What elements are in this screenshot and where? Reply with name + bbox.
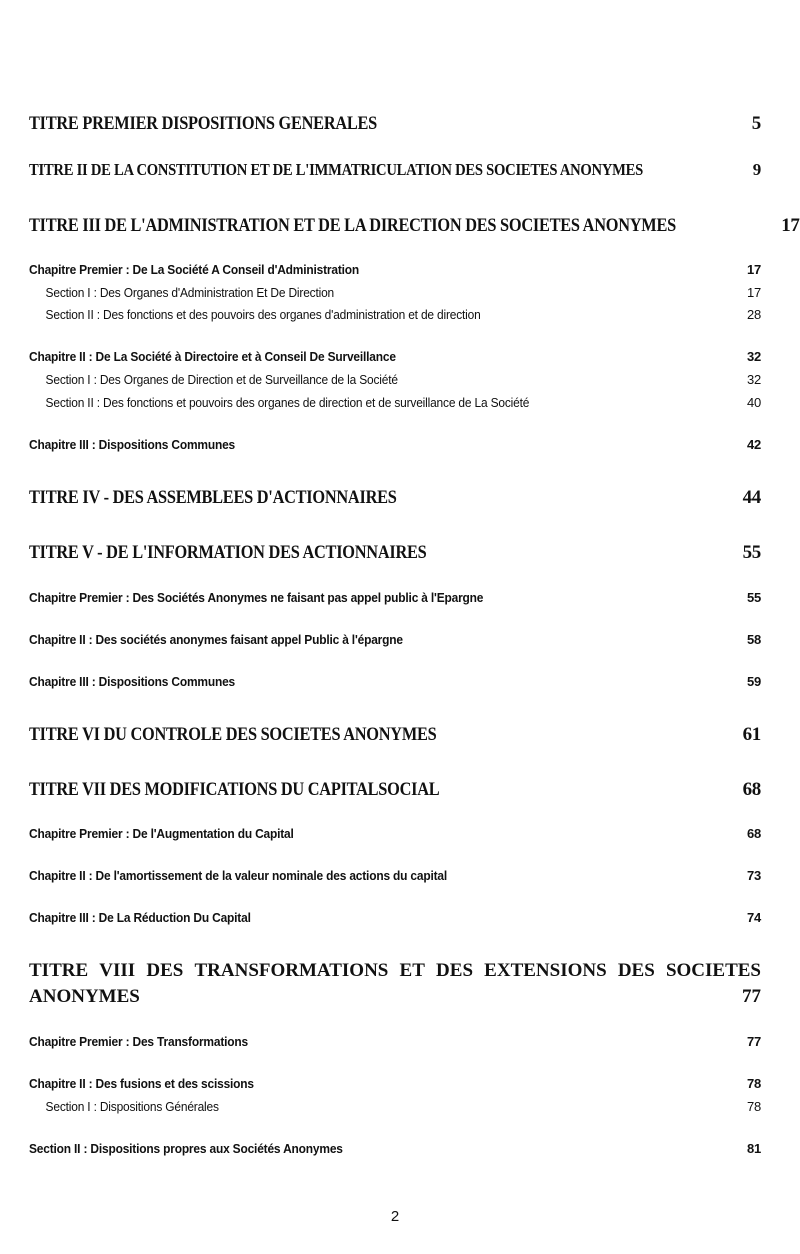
titre-label: TITRE VI DU CONTROLE DES SOCIETES ANONYMES xyxy=(29,724,437,745)
page-ref: 17 xyxy=(781,215,800,236)
page-ref: 40 xyxy=(746,395,761,410)
page-ref: 9 xyxy=(752,160,761,179)
toc-chapter-entry[interactable] xyxy=(29,262,761,277)
page-ref: 68 xyxy=(742,779,761,800)
section-label: Section II : Des fonctions et des pouvoirs des organes d'administration et de direction xyxy=(45,307,481,322)
titre-label: TITRE III DE L'ADMINISTRATION ET DE LA DIRECTION DES SOCIETES ANONYMES xyxy=(29,215,676,236)
page-ref: 78 xyxy=(746,1076,761,1091)
chapter-label: Section II : Dispositions propres aux Sociétés Anonymes xyxy=(29,1141,343,1156)
page-ref: 59 xyxy=(746,674,761,689)
toc-titre-entry[interactable] xyxy=(29,160,761,180)
section-label: Section II : Des fonctions et pouvoirs des organes de direction et de surveillance de La Société xyxy=(45,395,530,410)
titre-word: ANONYMES xyxy=(29,986,140,1007)
toc-chapter-entry[interactable] xyxy=(29,1141,761,1156)
toc-chapter-entry[interactable] xyxy=(29,1076,761,1091)
toc-section-entry[interactable] xyxy=(29,307,761,322)
toc-chapter-entry[interactable] xyxy=(29,868,761,883)
titre-word: ET xyxy=(399,960,425,981)
chapter-label: Chapitre II : De l'amortissement de la valeur nominale des actions du capital xyxy=(29,868,448,883)
page-ref: 61 xyxy=(742,724,761,745)
titre-word: DES xyxy=(617,960,655,981)
section-label: Section I : Des Organes de Direction et de Surveillance de la Société xyxy=(45,372,398,387)
titre-label-line1 xyxy=(29,960,761,982)
toc-chapter-entry[interactable] xyxy=(29,590,761,605)
toc-section-entry[interactable] xyxy=(29,372,761,387)
page-ref: 58 xyxy=(746,632,761,647)
toc-section-entry[interactable] xyxy=(29,395,761,410)
chapter-label: Chapitre Premier : Des Transformations xyxy=(29,1034,248,1049)
titre-label: TITRE VII DES MODIFICATIONS DU CAPITALSOCIAL xyxy=(29,779,440,800)
page-ref: 77 xyxy=(746,1034,761,1049)
titre-word: DES xyxy=(146,960,184,981)
chapter-label: Chapitre Premier : Des Sociétés Anonymes ne faisant pas appel public à l'Epargne xyxy=(29,590,484,605)
chapter-label: Chapitre III : Dispositions Communes xyxy=(29,437,236,452)
toc-titre-entry[interactable] xyxy=(29,542,761,564)
page-ref: 44 xyxy=(742,487,761,508)
toc-titre-entry[interactable] xyxy=(29,779,761,801)
toc-titre-entry[interactable] xyxy=(29,487,761,509)
titre-word: VIII xyxy=(99,960,136,981)
titre-label: TITRE PREMIER DISPOSITIONS GENERALES xyxy=(29,113,378,134)
page-ref: 81 xyxy=(746,1141,761,1156)
chapter-label: Chapitre III : De La Réduction Du Capital xyxy=(29,910,251,925)
toc-titre-entry[interactable] xyxy=(29,960,761,1008)
titre-label: TITRE II DE LA CONSTITUTION ET DE L'IMMATRICULATION DES SOCIETES ANONYMES xyxy=(29,160,644,179)
toc-chapter-entry[interactable] xyxy=(29,910,761,925)
page-ref: 78 xyxy=(746,1099,761,1114)
section-label: Section I : Dispositions Générales xyxy=(45,1099,219,1114)
page-ref: 28 xyxy=(746,307,761,322)
toc-section-entry[interactable] xyxy=(29,1099,761,1114)
chapter-label: Chapitre II : Des fusions et des scissions xyxy=(29,1076,254,1091)
page-ref: 74 xyxy=(746,910,761,925)
chapter-label: Chapitre Premier : De l'Augmentation du Capital xyxy=(29,826,294,841)
toc-chapter-entry[interactable] xyxy=(29,826,761,841)
page-ref: 73 xyxy=(746,868,761,883)
titre-word: SOCIETES xyxy=(665,960,761,981)
titre-word: TITRE xyxy=(29,960,89,981)
toc-titre-entry[interactable] xyxy=(29,113,761,135)
page-ref: 17 xyxy=(746,262,761,277)
chapter-label: Chapitre II : De La Société à Directoire et à Conseil De Surveillance xyxy=(29,349,396,364)
toc-chapter-entry[interactable] xyxy=(29,632,761,647)
titre-word: EXTENSIONS xyxy=(484,960,607,981)
page-ref: 68 xyxy=(746,826,761,841)
titre-word: DES xyxy=(436,960,474,981)
section-label: Section I : Des Organes d'Administration Et De Direction xyxy=(45,285,335,300)
page-ref: 55 xyxy=(742,542,761,563)
toc-section-entry[interactable] xyxy=(29,285,761,300)
toc-titre-entry[interactable] xyxy=(29,215,800,237)
titre-label: TITRE IV - DES ASSEMBLEES D'ACTIONNAIRES xyxy=(29,487,397,508)
page-ref: 42 xyxy=(746,437,761,452)
titre-label: TITRE V - DE L'INFORMATION DES ACTIONNAIRES xyxy=(29,542,427,563)
titre-word: TRANSFORMATIONS xyxy=(194,960,389,981)
toc-chapter-entry[interactable] xyxy=(29,1034,761,1049)
chapter-label: Chapitre II : Des sociétés anonymes faisant appel Public à l'épargne xyxy=(29,632,403,647)
titre-label-line2 xyxy=(29,986,761,1008)
chapter-label: Chapitre Premier : De La Société A Conseil d'Administration xyxy=(29,262,360,277)
toc-titre-entry[interactable] xyxy=(29,724,761,746)
page-number: 2 xyxy=(390,1208,400,1225)
chapter-label: Chapitre III : Dispositions Communes xyxy=(29,674,236,689)
page-ref: 32 xyxy=(746,372,761,387)
page-ref: 5 xyxy=(751,113,761,134)
page-ref: 77 xyxy=(742,986,761,1007)
page-ref: 55 xyxy=(746,590,761,605)
page-ref: 32 xyxy=(746,349,761,364)
toc-chapter-entry[interactable] xyxy=(29,437,761,452)
toc-chapter-entry[interactable] xyxy=(29,349,761,364)
page-ref: 17 xyxy=(746,285,761,300)
toc-chapter-entry[interactable] xyxy=(29,674,761,689)
